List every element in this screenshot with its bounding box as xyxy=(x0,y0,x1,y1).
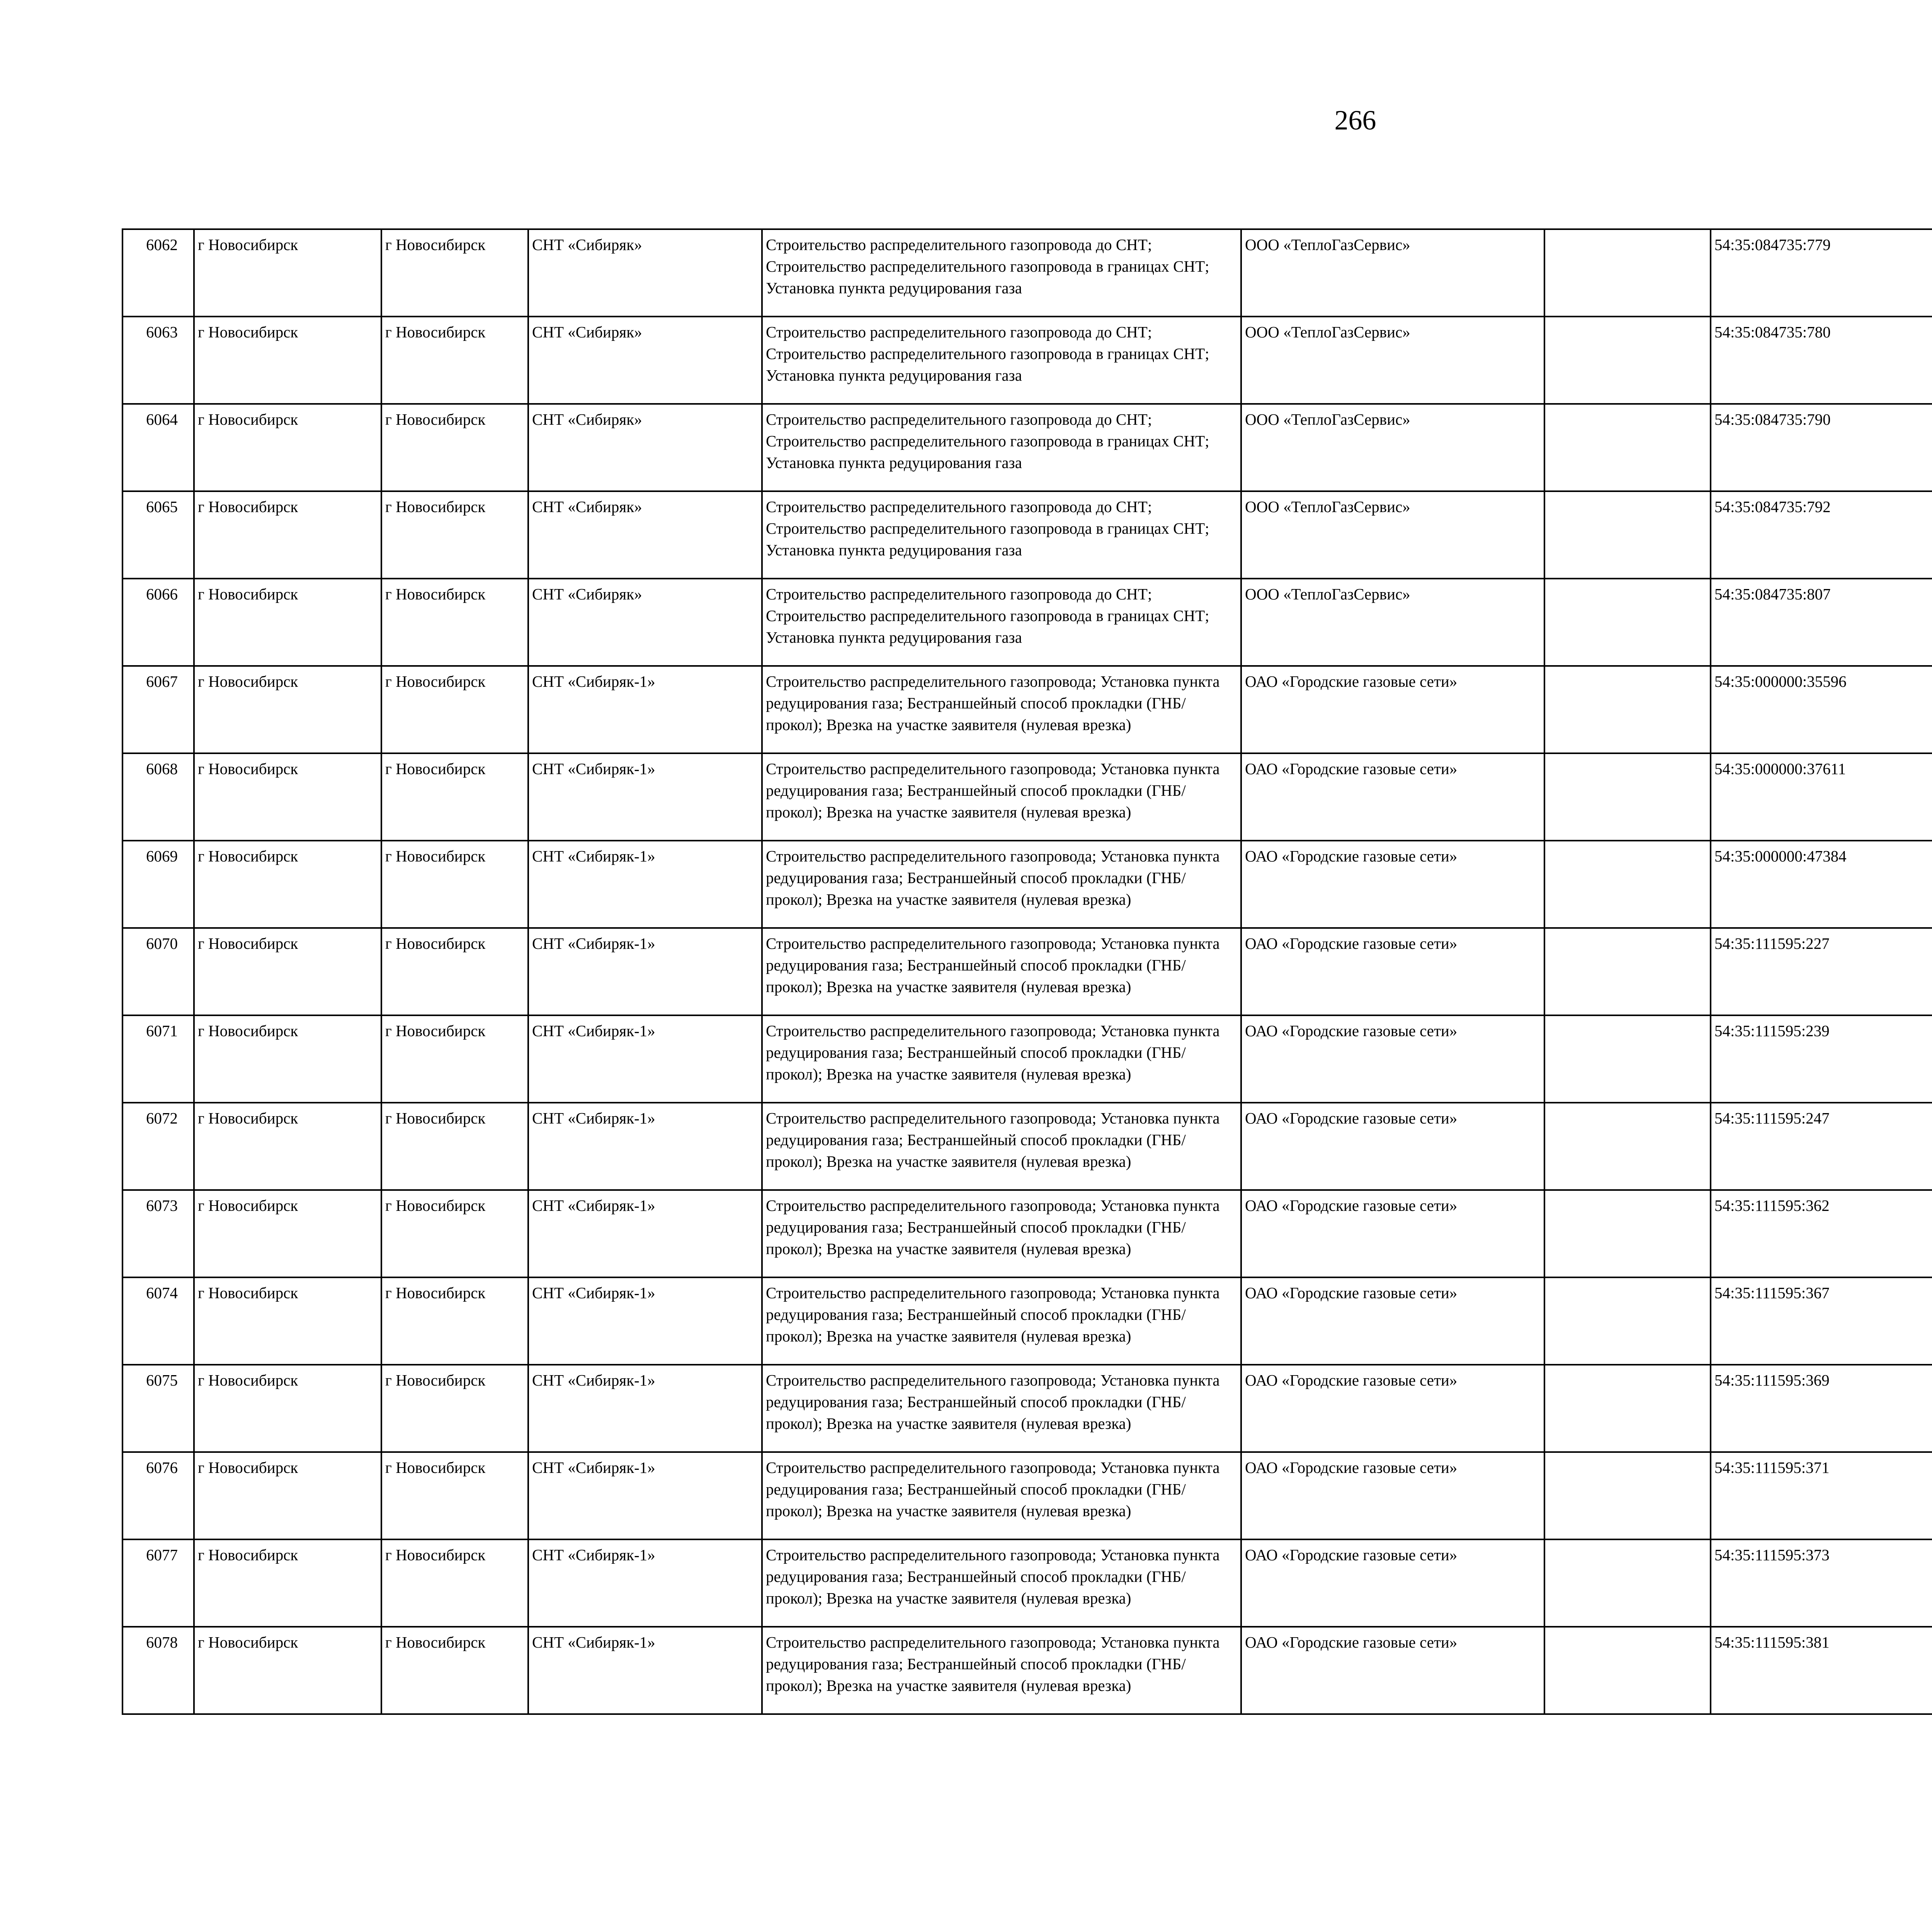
table-row xyxy=(122,928,1932,1015)
table-row xyxy=(122,1365,1932,1452)
cell-locality: г Новосибирск xyxy=(381,928,528,1015)
cell-object: СНТ «Сибиряк» xyxy=(528,579,762,666)
cell-object: СНТ «Сибиряк-1» xyxy=(528,1277,762,1365)
cell-cadastral-number: 54:35:111595:239 xyxy=(1711,1015,1932,1103)
cell-object: СНТ «Сибиряк» xyxy=(528,317,762,404)
cell-object: СНТ «Сибиряк» xyxy=(528,404,762,491)
cell-cadastral-number: 54:35:084735:779 xyxy=(1711,229,1932,317)
table-row xyxy=(122,1015,1932,1103)
cell-organization: ОАО «Городские газовые сети» xyxy=(1241,841,1544,928)
cell-locality: г Новосибирск xyxy=(381,579,528,666)
cell-locality: г Новосибирск xyxy=(381,1277,528,1365)
cell-cadastral-number: 54:35:111595:371 xyxy=(1711,1452,1932,1539)
table-row xyxy=(122,317,1932,404)
cell-organization: ОАО «Городские газовые сети» xyxy=(1241,753,1544,841)
cell-object: СНТ «Сибиряк-1» xyxy=(528,1365,762,1452)
cell-district: г Новосибирск xyxy=(194,1277,381,1365)
cell-district: г Новосибирск xyxy=(194,1627,381,1714)
cell-empty xyxy=(1544,317,1711,404)
cell-organization: ООО «ТеплоГазСервис» xyxy=(1241,404,1544,491)
cell-cadastral-number: 54:35:111595:373 xyxy=(1711,1539,1932,1627)
table-row xyxy=(122,1627,1932,1714)
cell-empty xyxy=(1544,1190,1711,1277)
cell-empty xyxy=(1544,666,1711,753)
cell-cadastral-number: 54:35:000000:37611 xyxy=(1711,753,1932,841)
cell-district: г Новосибирск xyxy=(194,1452,381,1539)
cell-organization: ООО «ТеплоГазСервис» xyxy=(1241,317,1544,404)
cell-id: 6074 xyxy=(122,1277,194,1365)
cell-empty xyxy=(1544,579,1711,666)
cell-cadastral-number: 54:35:084735:790 xyxy=(1711,404,1932,491)
cell-works: Строительство распределительного газопровода; Установка пункта редуцирования газа; Бестраншейный способ прокладки (ГНБ/прокол); Врезка на участке заявителя (нулевая врезка) xyxy=(762,928,1241,1015)
cell-works: Строительство распределительного газопровода до СНТ; Строительство распределительного газопровода в границах СНТ; Установка пункта редуцирования газа xyxy=(762,579,1241,666)
cell-locality: г Новосибирск xyxy=(381,1452,528,1539)
cell-district: г Новосибирск xyxy=(194,841,381,928)
table-row xyxy=(122,1277,1932,1365)
cell-works: Строительство распределительного газопровода; Установка пункта редуцирования газа; Бестраншейный способ прокладки (ГНБ/прокол); Врезка на участке заявителя (нулевая врезка) xyxy=(762,1627,1241,1714)
cell-empty xyxy=(1544,753,1711,841)
cell-id: 6067 xyxy=(122,666,194,753)
cell-cadastral-number: 54:35:000000:35596 xyxy=(1711,666,1932,753)
cell-locality: г Новосибирск xyxy=(381,841,528,928)
cell-locality: г Новосибирск xyxy=(381,1103,528,1190)
cell-district: г Новосибирск xyxy=(194,928,381,1015)
cell-object: СНТ «Сибиряк-1» xyxy=(528,1190,762,1277)
cell-works: Строительство распределительного газопровода до СНТ; Строительство распределительного газопровода в границах СНТ; Установка пункта редуцирования газа xyxy=(762,491,1241,579)
cell-empty xyxy=(1544,1539,1711,1627)
table-row xyxy=(122,579,1932,666)
cell-object: СНТ «Сибиряк-1» xyxy=(528,1539,762,1627)
cell-empty xyxy=(1544,404,1711,491)
cell-cadastral-number: 54:35:111595:227 xyxy=(1711,928,1932,1015)
cell-cadastral-number: 54:35:111595:247 xyxy=(1711,1103,1932,1190)
cell-works: Строительство распределительного газопровода; Установка пункта редуцирования газа; Бестраншейный способ прокладки (ГНБ/прокол); Врезка на участке заявителя (нулевая врезка) xyxy=(762,1190,1241,1277)
cell-organization: ООО «ТеплоГазСервис» xyxy=(1241,579,1544,666)
table-row xyxy=(122,1103,1932,1190)
cell-id: 6071 xyxy=(122,1015,194,1103)
cell-object: СНТ «Сибиряк» xyxy=(528,491,762,579)
table-row xyxy=(122,229,1932,317)
cell-district: г Новосибирск xyxy=(194,404,381,491)
cell-locality: г Новосибирск xyxy=(381,317,528,404)
cell-works: Строительство распределительного газопровода; Установка пункта редуцирования газа; Бестраншейный способ прокладки (ГНБ/прокол); Врезка на участке заявителя (нулевая врезка) xyxy=(762,1452,1241,1539)
table-row xyxy=(122,491,1932,579)
cell-district: г Новосибирск xyxy=(194,1190,381,1277)
cell-locality: г Новосибирск xyxy=(381,666,528,753)
cell-works: Строительство распределительного газопровода; Установка пункта редуцирования газа; Бестраншейный способ прокладки (ГНБ/прокол); Врезка на участке заявителя (нулевая врезка) xyxy=(762,1365,1241,1452)
cell-id: 6065 xyxy=(122,491,194,579)
cell-cadastral-number: 54:35:111595:381 xyxy=(1711,1627,1932,1714)
cell-empty xyxy=(1544,491,1711,579)
cell-locality: г Новосибирск xyxy=(381,404,528,491)
cell-works: Строительство распределительного газопровода; Установка пункта редуцирования газа; Бестраншейный способ прокладки (ГНБ/прокол); Врезка на участке заявителя (нулевая врезка) xyxy=(762,1539,1241,1627)
cell-object: СНТ «Сибиряк-1» xyxy=(528,666,762,753)
cell-id: 6068 xyxy=(122,753,194,841)
table-body xyxy=(122,229,1932,1714)
cell-object: СНТ «Сибиряк-1» xyxy=(528,1452,762,1539)
cell-district: г Новосибирск xyxy=(194,579,381,666)
table-row xyxy=(122,841,1932,928)
cell-object: СНТ «Сибиряк-1» xyxy=(528,753,762,841)
cell-district: г Новосибирск xyxy=(194,317,381,404)
cell-cadastral-number: 54:35:111595:367 xyxy=(1711,1277,1932,1365)
data-table xyxy=(122,228,1932,1715)
cell-district: г Новосибирск xyxy=(194,229,381,317)
cell-cadastral-number: 54:35:084735:807 xyxy=(1711,579,1932,666)
cell-organization: ОАО «Городские газовые сети» xyxy=(1241,1103,1544,1190)
cell-id: 6076 xyxy=(122,1452,194,1539)
cell-locality: г Новосибирск xyxy=(381,1365,528,1452)
cell-cadastral-number: 54:35:000000:47384 xyxy=(1711,841,1932,928)
cell-organization: ОАО «Городские газовые сети» xyxy=(1241,1277,1544,1365)
cell-works: Строительство распределительного газопровода; Установка пункта редуцирования газа; Бестраншейный способ прокладки (ГНБ/прокол); Врезка на участке заявителя (нулевая врезка) xyxy=(762,1277,1241,1365)
cell-object: СНТ «Сибиряк-1» xyxy=(528,1015,762,1103)
cell-district: г Новосибирск xyxy=(194,1365,381,1452)
cell-empty xyxy=(1544,928,1711,1015)
cell-id: 6072 xyxy=(122,1103,194,1190)
cell-district: г Новосибирск xyxy=(194,753,381,841)
cell-organization: ООО «ТеплоГазСервис» xyxy=(1241,229,1544,317)
cell-cadastral-number: 54:35:111595:362 xyxy=(1711,1190,1932,1277)
cell-locality: г Новосибирск xyxy=(381,491,528,579)
cell-works: Строительство распределительного газопровода; Установка пункта редуцирования газа; Бестраншейный способ прокладки (ГНБ/прокол); Врезка на участке заявителя (нулевая врезка) xyxy=(762,666,1241,753)
table-row xyxy=(122,404,1932,491)
cell-organization: ОАО «Городские газовые сети» xyxy=(1241,1365,1544,1452)
cell-object: СНТ «Сибиряк-1» xyxy=(528,1103,762,1190)
cell-id: 6077 xyxy=(122,1539,194,1627)
cell-district: г Новосибирск xyxy=(194,1539,381,1627)
cell-organization: ООО «ТеплоГазСервис» xyxy=(1241,491,1544,579)
cell-organization: ОАО «Городские газовые сети» xyxy=(1241,1452,1544,1539)
cell-works: Строительство распределительного газопровода; Установка пункта редуцирования газа; Бестраншейный способ прокладки (ГНБ/прокол); Врезка на участке заявителя (нулевая врезка) xyxy=(762,841,1241,928)
cell-id: 6066 xyxy=(122,579,194,666)
cell-empty xyxy=(1544,1365,1711,1452)
cell-works: Строительство распределительного газопровода до СНТ; Строительство распределительного газопровода в границах СНТ; Установка пункта редуцирования газа xyxy=(762,229,1241,317)
cell-works: Строительство распределительного газопровода; Установка пункта редуцирования газа; Бестраншейный способ прокладки (ГНБ/прокол); Врезка на участке заявителя (нулевая врезка) xyxy=(762,753,1241,841)
table-row xyxy=(122,1452,1932,1539)
cell-works: Строительство распределительного газопровода до СНТ; Строительство распределительного газопровода в границах СНТ; Установка пункта редуцирования газа xyxy=(762,404,1241,491)
cell-empty xyxy=(1544,841,1711,928)
cell-empty xyxy=(1544,229,1711,317)
cell-locality: г Новосибирск xyxy=(381,1627,528,1714)
cell-empty xyxy=(1544,1452,1711,1539)
cell-district: г Новосибирск xyxy=(194,1103,381,1190)
cell-district: г Новосибирск xyxy=(194,491,381,579)
cell-empty xyxy=(1544,1015,1711,1103)
cell-empty xyxy=(1544,1103,1711,1190)
cell-locality: г Новосибирск xyxy=(381,1539,528,1627)
cell-id: 6073 xyxy=(122,1190,194,1277)
cell-id: 6075 xyxy=(122,1365,194,1452)
cell-organization: ОАО «Городские газовые сети» xyxy=(1241,928,1544,1015)
table-row xyxy=(122,1190,1932,1277)
cell-object: СНТ «Сибиряк» xyxy=(528,229,762,317)
cell-empty xyxy=(1544,1277,1711,1365)
table-row xyxy=(122,1539,1932,1627)
cell-works: Строительство распределительного газопровода до СНТ; Строительство распределительного газопровода в границах СНТ; Установка пункта редуцирования газа xyxy=(762,317,1241,404)
cell-organization: ОАО «Городские газовые сети» xyxy=(1241,1015,1544,1103)
cell-id: 6064 xyxy=(122,404,194,491)
cell-id: 6069 xyxy=(122,841,194,928)
cell-works: Строительство распределительного газопровода; Установка пункта редуцирования газа; Бестраншейный способ прокладки (ГНБ/прокол); Врезка на участке заявителя (нулевая врезка) xyxy=(762,1015,1241,1103)
cell-object: СНТ «Сибиряк-1» xyxy=(528,841,762,928)
cell-district: г Новосибирск xyxy=(194,666,381,753)
cell-id: 6078 xyxy=(122,1627,194,1714)
cell-locality: г Новосибирск xyxy=(381,229,528,317)
table-row xyxy=(122,753,1932,841)
cell-organization: ОАО «Городские газовые сети» xyxy=(1241,666,1544,753)
cell-object: СНТ «Сибиряк-1» xyxy=(528,1627,762,1714)
cell-district: г Новосибирск xyxy=(194,1015,381,1103)
cell-cadastral-number: 54:35:084735:780 xyxy=(1711,317,1932,404)
cell-locality: г Новосибирск xyxy=(381,753,528,841)
cell-organization: ОАО «Городские газовые сети» xyxy=(1241,1627,1544,1714)
cell-cadastral-number: 54:35:111595:369 xyxy=(1711,1365,1932,1452)
cell-locality: г Новосибирск xyxy=(381,1015,528,1103)
page-number: 266 xyxy=(1334,105,1376,136)
cell-works: Строительство распределительного газопровода; Установка пункта редуцирования газа; Бестраншейный способ прокладки (ГНБ/прокол); Врезка на участке заявителя (нулевая врезка) xyxy=(762,1103,1241,1190)
cell-id: 6062 xyxy=(122,229,194,317)
cell-id: 6070 xyxy=(122,928,194,1015)
cell-id: 6063 xyxy=(122,317,194,404)
cell-empty xyxy=(1544,1627,1711,1714)
table-row xyxy=(122,666,1932,753)
cell-organization: ОАО «Городские газовые сети» xyxy=(1241,1190,1544,1277)
cell-organization: ОАО «Городские газовые сети» xyxy=(1241,1539,1544,1627)
cell-object: СНТ «Сибиряк-1» xyxy=(528,928,762,1015)
cell-cadastral-number: 54:35:084735:792 xyxy=(1711,491,1932,579)
cell-locality: г Новосибирск xyxy=(381,1190,528,1277)
